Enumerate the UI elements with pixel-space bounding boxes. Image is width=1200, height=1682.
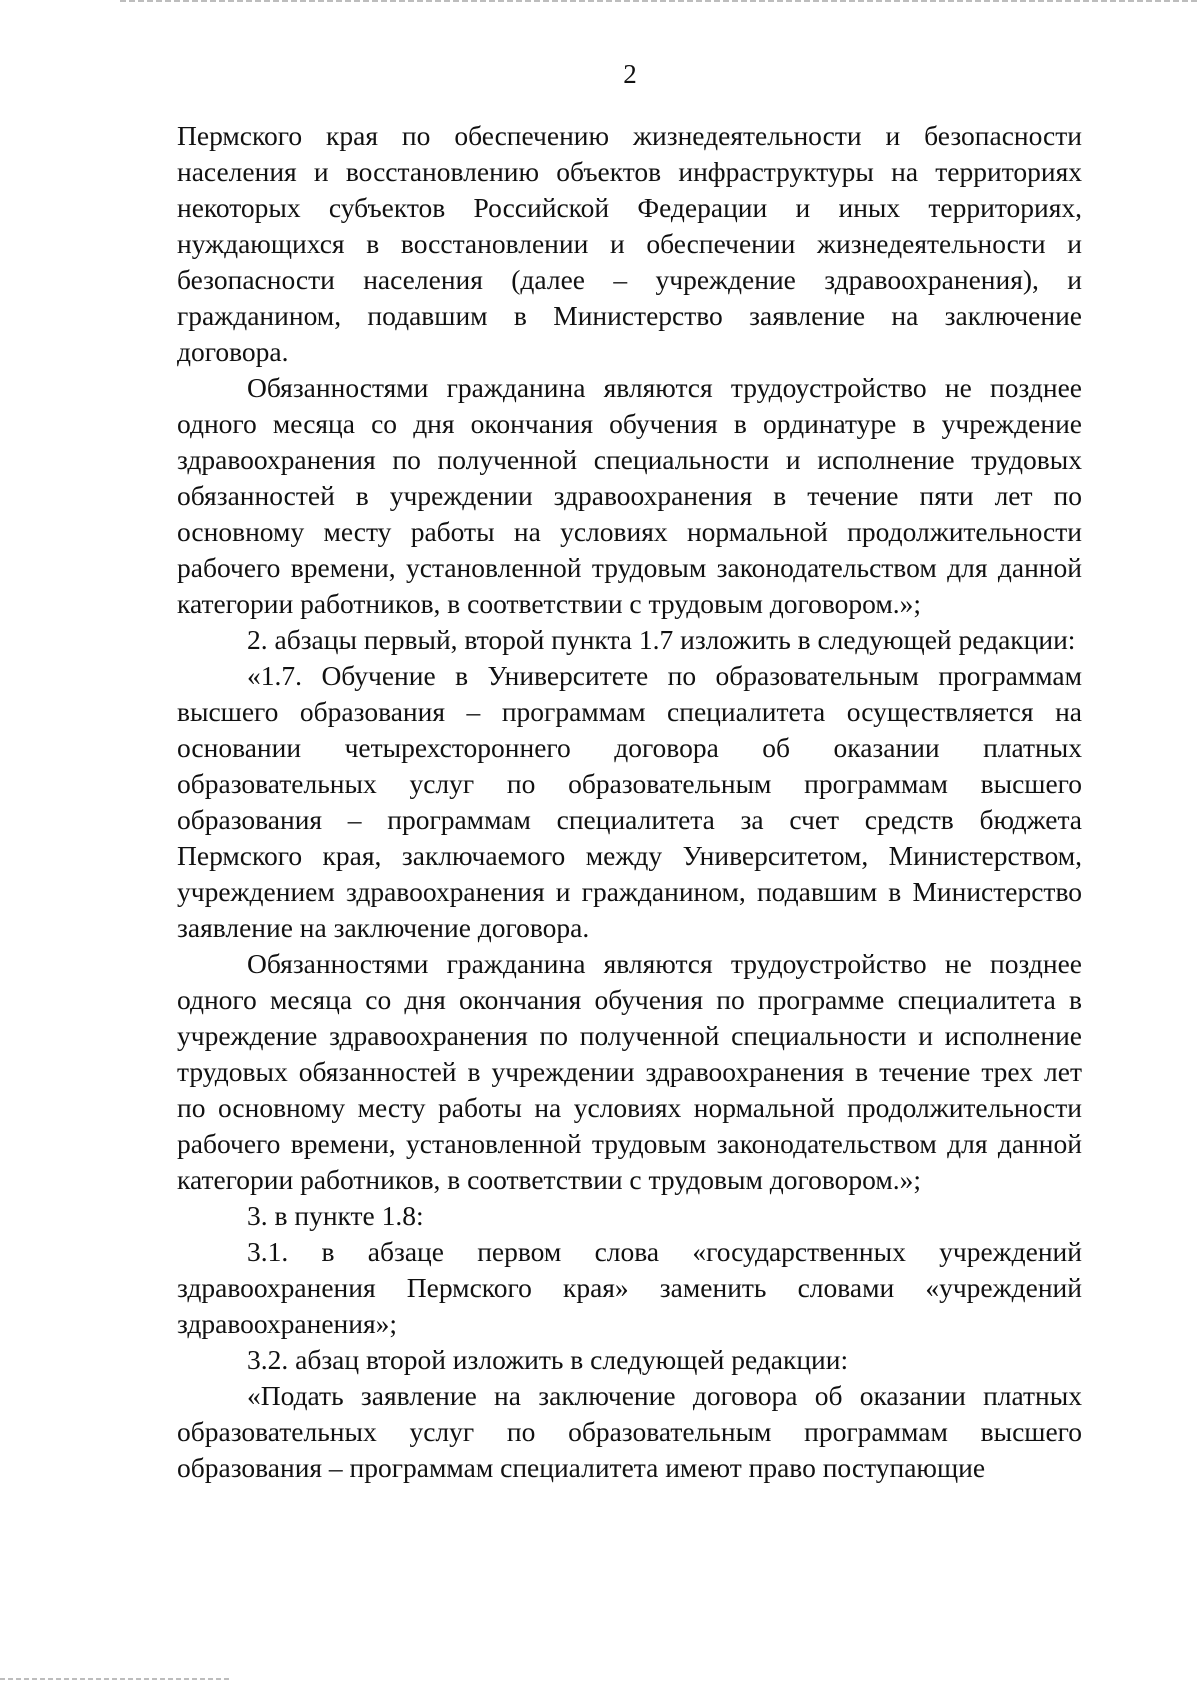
paragraph-citizen-obligations-residency: Обязанностями гражданина являются трудоустройство не позднее одного месяца со дня окончания обучения в ординатуре в учреждение здравоохранения по полученной специальности и исполнение трудовых обязанностей в учреждении здравоохранения в течение пяти лет по основному месту работы на условиях нормальной продолжительности рабочего времени, установленной трудовым законодательством для данной категории работников, в соответствии с трудовым договором.»; — [177, 372, 1082, 619]
paragraph-clause-1-7: «1.7. Обучение в Университете по образовательным программам высшего образования – программам специалитета осуществляется на основании четырехстороннего договора об оказании платных образовательных услуг по образовательным программам высшего образования – программам специалитета за счет средств бюджета Пермского края, заключаемого между Университетом, Министерством, учреждением здравоохранения и гражданином, подавшим в Министерство заявление на заключение договора. — [177, 660, 1082, 943]
paragraph-item-3-1: 3.1. в абзаце первом слова «государственных учреждений здравоохранения Пермского края» заменить словами «учреждений здравоохранения»; — [177, 1236, 1082, 1339]
paragraph-citizen-obligations-specialty: Обязанностями гражданина являются трудоустройство не позднее одного месяца со дня окончания обучения по программе специалитета в учреждение здравоохранения по полученной специальности и исполнение трудовых обязанностей в учреждении здравоохранения в течение трех лет по основному месту работы на условиях нормальной продолжительности рабочего времени, установленной трудовым законодательством для данной категории работников, в соответствии с трудовым договором.»; — [177, 948, 1082, 1195]
paragraph-item-3: 3. в пункте 1.8: — [247, 1200, 424, 1231]
paragraph-item-2: 2. абзацы первый, второй пункта 1.7 изложить в следующей редакции: — [247, 624, 1076, 655]
scan-edge-top — [120, 0, 1200, 2]
scan-edge-bottom — [0, 1678, 230, 1680]
page-number: 2 — [623, 59, 637, 89]
document-body — [177, 118, 1082, 1486]
paragraph-item-3-2: 3.2. абзац второй изложить в следующей редакции: — [247, 1344, 849, 1375]
paragraph-application-right: «Подать заявление на заключение договора об оказании платных образовательных услуг по образовательным программам высшего образования – программам специалитета имеют право поступающие — [177, 1380, 1082, 1483]
paragraph-continuation: Пермского края по обеспечению жизнедеятельности и безопасности населения и восстановлению объектов инфраструктуры на территориях некоторых субъектов Российской Федерации и иных территориях, нуждающихся в восстановлении и обеспечении жизнедеятельности и безопасности населения (далее – учреждение здравоохранения), и гражданином, подавшим в Министерство заявление на заключение договора. — [177, 120, 1082, 367]
